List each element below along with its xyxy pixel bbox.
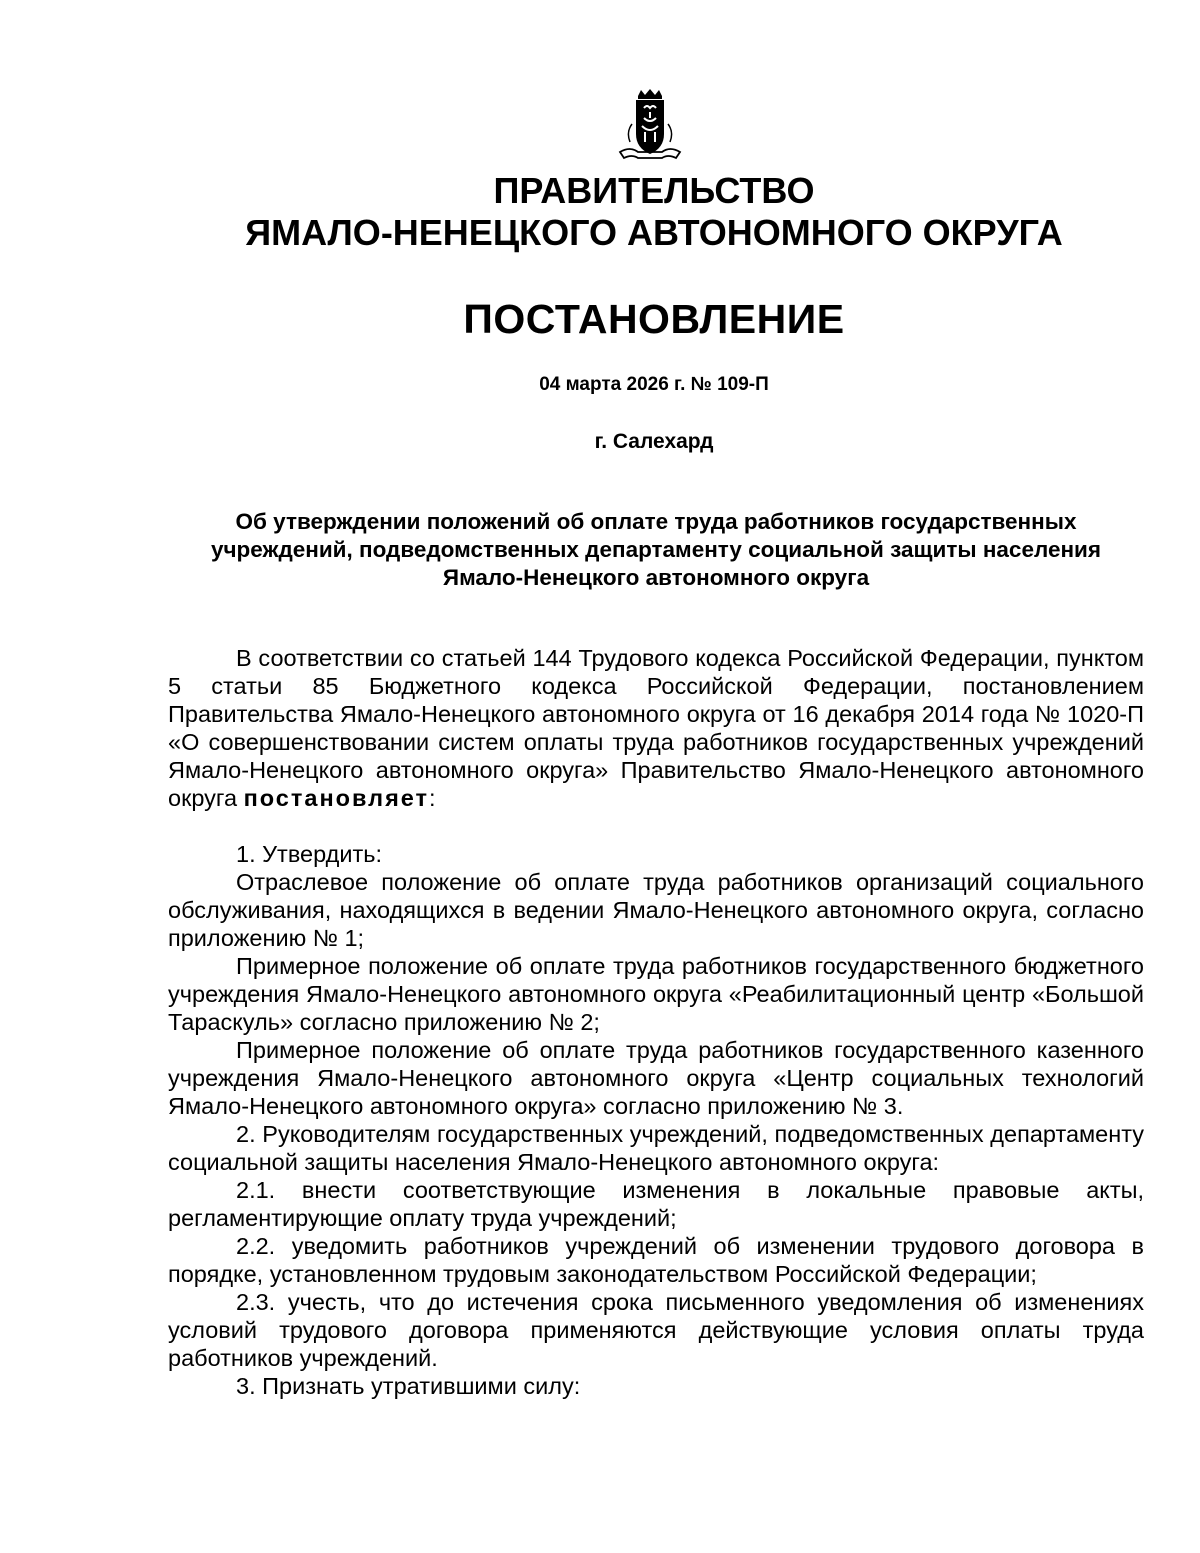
organization-title-line1: ПРАВИТЕЛЬСТВО xyxy=(493,170,815,211)
document-city: г. Салехард xyxy=(594,430,714,453)
preamble-keyword: постановляет xyxy=(243,785,430,811)
clause-2: 2. Руководителям государственных учреждений, подведомственных департаменту социальной защиты населения Ямало-Ненецкого автономного округа: xyxy=(168,1121,1144,1175)
clause-1-appendix-3: Примерное положение об оплате труда работников государственного казенного учреждения Ямало-Ненецкого автономного округа «Центр социальных технологий Ямало-Ненецкого автономного округа» согласно приложению № 3. xyxy=(168,1037,1144,1119)
document-date-number: 04 марта 2026 г. № 109-П xyxy=(539,374,769,395)
document-body xyxy=(168,644,1144,1400)
clause-3: 3. Признать утратившими силу: xyxy=(236,1373,581,1399)
organization-title-line2: ЯМАЛО-НЕНЕЦКОГО АВТОНОМНОГО ОКРУГА xyxy=(245,212,1063,253)
coat-of-arms-emblem xyxy=(610,86,690,166)
clause-1: 1. Утвердить: xyxy=(236,841,383,867)
preamble-text: В соответствии со статьей 144 Трудового кодекса Российской Федерации, пунктом 5 статьи 85 Бюджетного кодекса Российской Федерации, постановлением Правительства Ямало-Ненецкого автономного округа от 16 декабря 2014 года № 1020-П «О совершенствовании систем оплаты труда работников государственных учреждений Ямало-Ненецкого автономного округа» Правительство Ямало-Ненецкого автономного округа xyxy=(168,645,1144,811)
clause-1-appendix-1: Отраслевое положение об оплате труда работников организаций социального обслуживания, находящихся в ведении Ямало-Ненецкого автономного округа, согласно приложению № 1; xyxy=(168,869,1144,951)
clause-1-appendix-2: Примерное положение об оплате труда работников государственного бюджетного учреждения Ямало-Ненецкого автономного округа «Реабилитационный центр «Большой Тараскуль» согласно приложению № 2; xyxy=(168,953,1144,1035)
preamble-end: : xyxy=(429,785,436,811)
clause-2-2: 2.2. уведомить работников учреждений об изменении трудового договора в порядке, установленном трудовым законодательством Российской Федерации; xyxy=(168,1233,1144,1287)
document-type-title: ПОСТАНОВЛЕНИЕ xyxy=(463,296,845,342)
clause-2-3: 2.3. учесть, что до истечения срока письменного уведомления об изменениях условий трудового договора применяются действующие условия оплаты труда работников учреждений. xyxy=(168,1289,1144,1371)
preamble-paragraph xyxy=(168,644,1144,812)
document-subject: Об утверждении положений об оплате труда работников государственных учреждений, подведомственных департаменту социальной защиты населения Ямало-Ненецкого автономного округа xyxy=(210,509,1102,590)
clause-2-1: 2.1. внести соответствующие изменения в локальные правовые акты, регламентирующие оплату труда учреждений; xyxy=(168,1177,1144,1231)
